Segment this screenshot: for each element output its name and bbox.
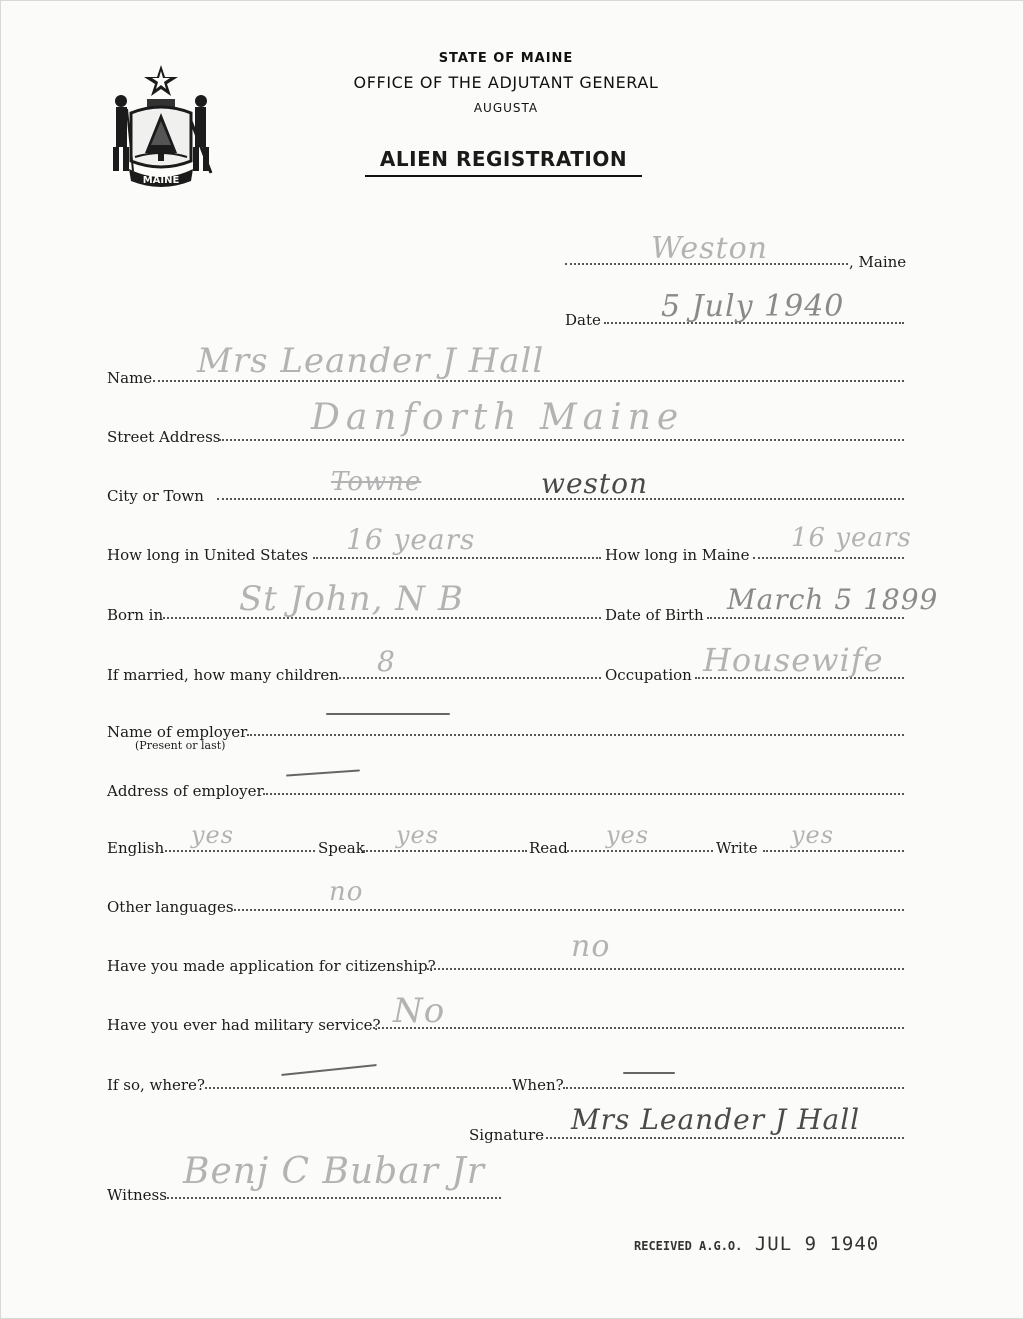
occupation-value: Housewife	[703, 641, 884, 679]
dob-dotted-line	[707, 617, 904, 619]
seal-text: MAINE	[142, 175, 180, 186]
when-dotted-line	[563, 1087, 904, 1089]
occupation-label: Occupation	[605, 666, 692, 684]
name-value: Mrs Leander J Hall	[197, 341, 545, 381]
born-in-value: St John, N B	[239, 579, 464, 619]
military-label: Have you ever had military service?	[107, 1016, 381, 1034]
write-label: Write	[716, 839, 758, 857]
write-dotted-line	[763, 850, 904, 852]
read-label: Read	[529, 839, 568, 857]
witness-value: Benj C Bubar Jr	[183, 1151, 485, 1192]
signature-label: Signature	[469, 1126, 545, 1144]
maine-state-seal	[107, 61, 215, 189]
military-value: No	[393, 991, 446, 1031]
date-value: 5 July 1940	[661, 289, 845, 324]
maine-duration-dotted-line	[753, 557, 904, 559]
received-stamp-label: RECEIVED A.G.O.	[634, 1239, 743, 1253]
where-label: If so, where?	[107, 1076, 205, 1094]
signature-dotted-line	[541, 1137, 904, 1139]
date-label: Date	[565, 311, 601, 329]
received-stamp-date: JUL 9 1940	[754, 1233, 880, 1255]
english-value: yes	[191, 821, 235, 849]
signature-value: Mrs Leander J Hall	[571, 1103, 861, 1136]
employer-label: Name of employer	[107, 723, 248, 741]
state-heading: STATE OF MAINE	[438, 51, 574, 66]
witness-label: Witness	[107, 1186, 167, 1204]
us-duration-label: How long in United States	[107, 546, 309, 564]
employer-sub-label: (Present or last)	[135, 739, 226, 752]
employer-address-dash-mark	[286, 769, 360, 776]
city-value: weston	[541, 467, 649, 500]
street-label: Street Address	[107, 428, 221, 446]
speak-value: yes	[396, 821, 440, 849]
english-dotted-line	[161, 850, 315, 852]
military-dotted-line	[373, 1027, 904, 1029]
other-languages-label: Other languages	[107, 898, 234, 916]
write-value: yes	[791, 821, 835, 849]
when-label: When?	[512, 1076, 564, 1094]
office-heading: OFFICE OF THE ADJUTANT GENERAL	[353, 73, 659, 92]
dob-value: March 5 1899	[727, 583, 939, 616]
form-title: ALIEN REGISTRATION	[365, 147, 642, 177]
citizenship-dotted-line	[427, 968, 904, 970]
where-dash-mark	[281, 1064, 377, 1076]
town-value: Weston	[651, 231, 768, 266]
maine-duration-label: How long in Maine	[605, 546, 750, 564]
street-value: Danforth Maine	[311, 397, 685, 438]
us-duration-dotted-line	[313, 557, 601, 559]
name-label: Name	[107, 369, 153, 387]
children-label: If married, how many children	[107, 666, 339, 684]
other-languages-value: no	[329, 877, 364, 907]
speak-dotted-line	[363, 850, 527, 852]
received-stamp	[634, 1233, 879, 1255]
employer-dash-mark	[326, 713, 450, 715]
town-suffix-label: , Maine	[849, 253, 907, 271]
read-value: yes	[606, 821, 650, 849]
city-label: City or Town	[107, 487, 204, 505]
where-dotted-line	[205, 1087, 511, 1089]
born-in-label: Born in	[107, 606, 164, 624]
city-value-struck: Towne	[331, 467, 422, 497]
employer-address-dotted-line	[263, 793, 904, 795]
street-dotted-line	[219, 439, 904, 441]
citizenship-value: no	[571, 929, 611, 964]
maine-duration-value: 16 years	[791, 523, 912, 553]
city-heading: AUGUSTA	[473, 101, 539, 115]
us-duration-value: 16 years	[346, 523, 476, 556]
employer-address-label: Address of employer	[107, 782, 264, 800]
witness-dotted-line	[167, 1197, 501, 1199]
citizenship-label: Have you made application for citizenship?	[107, 957, 436, 975]
children-value: 8	[377, 645, 396, 678]
other-languages-dotted-line	[231, 909, 904, 911]
employer-dotted-line	[247, 734, 904, 736]
when-dash-mark	[623, 1072, 675, 1074]
read-dotted-line	[567, 850, 713, 852]
english-label: English	[107, 839, 165, 857]
speak-label: Speak	[318, 839, 365, 857]
dob-label: Date of Birth	[605, 606, 704, 624]
